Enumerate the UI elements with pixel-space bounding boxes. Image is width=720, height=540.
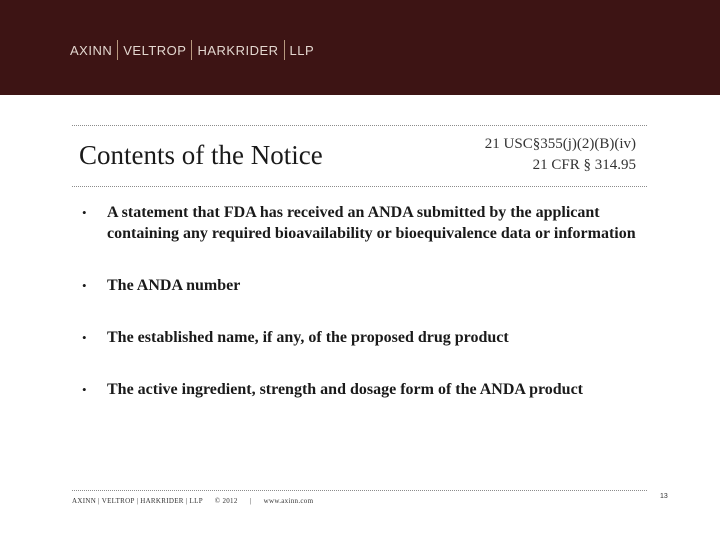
citation-cfr: 21 CFR § 314.95 <box>532 157 636 173</box>
footer-website-link[interactable]: www.axinn.com <box>263 497 314 505</box>
top-divider <box>72 125 647 126</box>
citation-usc: 21 USC§355(j)(2)(B)(iv) <box>484 136 636 152</box>
bullet-marker: • <box>82 382 87 397</box>
logo-separator <box>117 40 118 60</box>
bullet-text: The ANDA number <box>107 277 241 294</box>
bullet-text: A statement that FDA has received an ANDA submitted by the applicant containing any required bioavailability or bioequivalence data or information <box>107 204 636 242</box>
footer-copyright: © 2012 <box>214 497 238 505</box>
bullet-text: The active ingredient, strength and dosage form of the ANDA product <box>107 381 583 398</box>
header-band <box>0 0 720 95</box>
logo-word-axinn: AXINN <box>70 42 113 58</box>
logo-separator <box>284 40 285 60</box>
statute-citation <box>485 134 636 176</box>
footer-firm-name: AXINN | VELTROP | HARKRIDER | LLP <box>72 497 203 505</box>
bullet-list <box>82 202 642 431</box>
bullet-marker: • <box>82 278 87 293</box>
footer-divider <box>72 490 647 491</box>
page-number: 13 <box>660 493 668 500</box>
footer-divider-glyph: | <box>249 497 252 505</box>
bullet-marker: • <box>82 330 87 345</box>
slide-title: Contents of the Notice <box>79 140 323 170</box>
bullet-item <box>82 327 642 348</box>
bullet-item <box>82 275 642 296</box>
logo-word-llp: LLP <box>289 42 315 58</box>
bullet-item <box>82 202 642 244</box>
bullet-item <box>82 379 642 400</box>
logo-word-harkrider: HARKRIDER <box>197 42 279 58</box>
logo-word-veltrop: VELTROP <box>123 42 187 58</box>
bullet-marker: • <box>82 205 87 220</box>
firm-logo <box>70 40 314 60</box>
bullet-text: The established name, if any, of the proposed drug product <box>107 329 509 346</box>
footer <box>72 497 313 505</box>
title-divider <box>72 186 647 187</box>
logo-separator <box>191 40 192 60</box>
